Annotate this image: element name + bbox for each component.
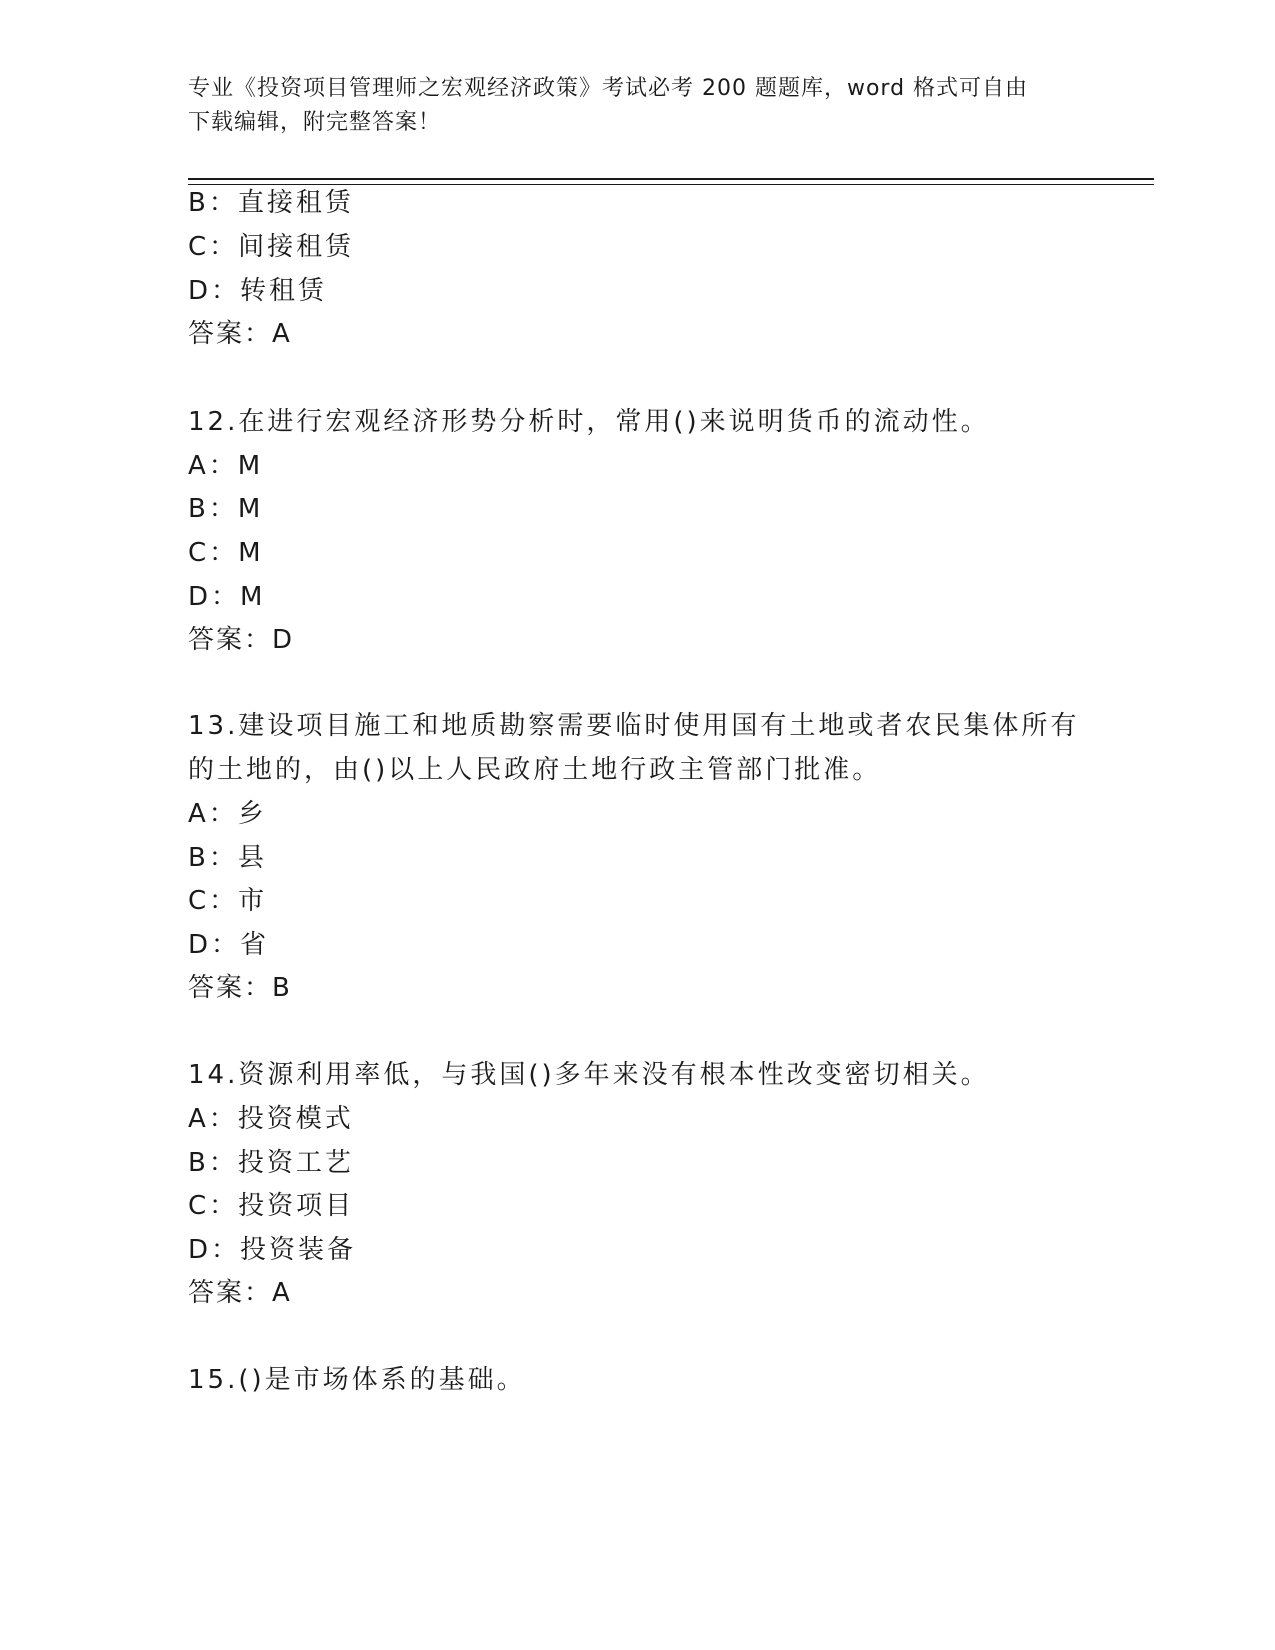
- q12-option-a: A：M: [188, 451, 264, 481]
- q12-stem: 12.在进行宏观经济形势分析时，常用()来说明货币的流动性。: [188, 407, 990, 437]
- q13-option-d: D：省: [188, 930, 270, 960]
- q11-answer: 答案：A: [188, 319, 292, 349]
- header-line-1: 专业《投资项目管理师之宏观经济政策》考试必考 200 题题库，word 格式可自由: [188, 76, 1029, 101]
- q13-answer: 答案：B: [188, 973, 292, 1003]
- q13-option-c: C：市: [188, 886, 268, 916]
- q11-option-d: D：转租赁: [188, 276, 328, 306]
- q14-answer: 答案：A: [188, 1278, 292, 1308]
- q14-option-d: D：投资装备: [188, 1235, 357, 1265]
- header-rule-thick: [188, 178, 1154, 180]
- q13-stem-line-2: 的土地的，由()以上人民政府土地行政主管部门批准。: [188, 755, 882, 785]
- q11-option-c: C：间接租赁: [188, 232, 355, 262]
- q14-stem: 14.资源利用率低，与我国()多年来没有根本性改变密切相关。: [188, 1060, 990, 1090]
- q12-answer: 答案：D: [188, 625, 295, 655]
- q15-stem: 15.()是市场体系的基础。: [188, 1365, 526, 1395]
- q14-option-b: B：投资工艺: [188, 1148, 354, 1178]
- q14-option-a: A：投资模式: [188, 1104, 354, 1134]
- q11-option-b: B：直接租赁: [188, 188, 354, 218]
- q12-option-d: D：M: [188, 582, 266, 612]
- q14-option-c: C：投资项目: [188, 1191, 355, 1221]
- document-header: [188, 72, 1088, 140]
- q13-stem-line-1: 13.建设项目施工和地质勘察需要临时使用国有土地或者农民集体所有: [188, 711, 1080, 741]
- header-line-2: 下载编辑，附完整答案！: [188, 110, 442, 135]
- q13-option-a: A：乡: [188, 799, 267, 829]
- header-rule-thin: [188, 184, 1154, 185]
- q12-option-c: C：M: [188, 538, 264, 568]
- q12-option-b: B：M: [188, 494, 264, 524]
- q13-option-b: B：县: [188, 843, 267, 873]
